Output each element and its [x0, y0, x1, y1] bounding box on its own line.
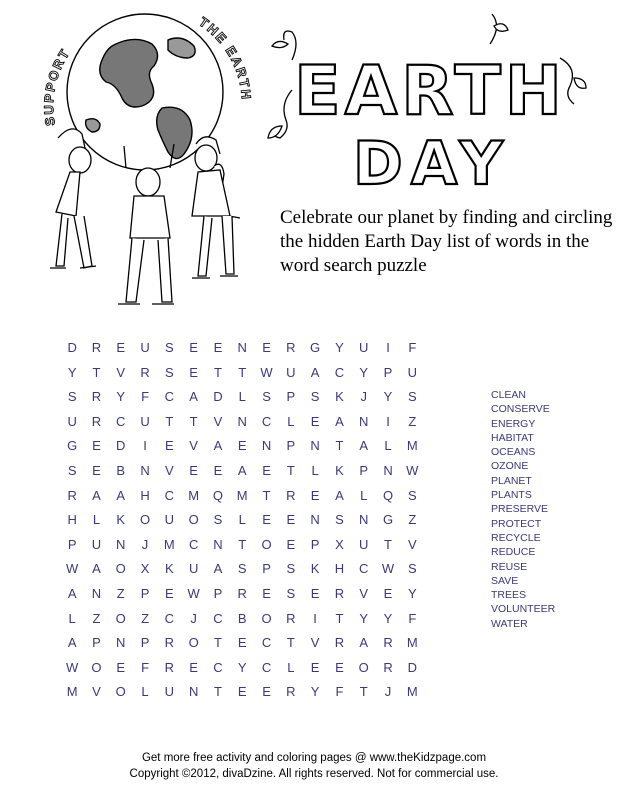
grid-row: [60, 508, 424, 533]
grid-letter[interactable]: W: [187, 585, 200, 601]
grid-letter[interactable]: C: [261, 635, 272, 651]
word-list-item: SAVE: [491, 574, 519, 587]
grid-letter[interactable]: A: [335, 487, 344, 503]
grid-letter[interactable]: O: [188, 512, 199, 528]
grid-letter[interactable]: O: [115, 684, 126, 700]
word-list-item: REDUCE: [491, 546, 536, 559]
grid-letter[interactable]: L: [68, 610, 76, 626]
grid-letter[interactable]: I: [386, 413, 390, 429]
grid-letter[interactable]: E: [262, 462, 271, 478]
grid-letter[interactable]: O: [115, 561, 126, 577]
grid-letter[interactable]: T: [213, 635, 222, 651]
grid-letter[interactable]: E: [189, 659, 198, 675]
grid-row: [60, 680, 424, 705]
grid-letter[interactable]: L: [238, 512, 246, 528]
grid-letter[interactable]: M: [66, 684, 78, 700]
intro-text: Celebrate our planet by finding and circling the hidden Earth Day list of words in the word search puzzle: [280, 207, 613, 276]
grid-letter[interactable]: E: [92, 438, 101, 454]
grid-letter[interactable]: S: [407, 389, 417, 405]
grid-letter[interactable]: R: [140, 364, 150, 380]
grid-letter[interactable]: O: [91, 659, 102, 675]
grid-letter[interactable]: N: [383, 462, 393, 478]
grid-letter[interactable]: E: [165, 585, 174, 601]
footer-line-1: Get more free activity and coloring pages @ www.theKidzpage.com: [141, 752, 487, 764]
grid-letter[interactable]: V: [92, 684, 101, 700]
grid-letter[interactable]: E: [262, 512, 271, 528]
grid-letter[interactable]: E: [262, 585, 271, 601]
grid-letter[interactable]: U: [359, 340, 369, 355]
grid-letter[interactable]: D: [213, 389, 223, 405]
grid-row: [60, 533, 424, 558]
grid-letter[interactable]: V: [359, 585, 369, 601]
grid-letter[interactable]: L: [360, 487, 368, 503]
grid-row: [60, 361, 424, 386]
grid-letter[interactable]: T: [384, 536, 392, 552]
grid-letter[interactable]: E: [165, 438, 174, 454]
grid-letter[interactable]: K: [165, 561, 174, 577]
grid-row: [60, 582, 424, 607]
the-earth-arc-text: THE EARTH: [196, 14, 255, 102]
footer-line-2: Copyright ©2012, divaDzine. All rights reserved. Not for commercial use.: [129, 768, 499, 780]
grid-letter[interactable]: V: [165, 462, 174, 478]
grid-letter[interactable]: U: [67, 413, 77, 429]
grid-letter[interactable]: E: [310, 487, 320, 503]
word-list-item: PLANET: [491, 474, 532, 487]
grid-letter[interactable]: E: [383, 585, 393, 601]
grid-letter[interactable]: K: [310, 561, 320, 577]
grid-letter[interactable]: M: [406, 438, 418, 454]
grid-letter[interactable]: P: [140, 635, 150, 651]
grid-letter[interactable]: E: [237, 684, 247, 700]
grid-letter[interactable]: P: [359, 462, 369, 478]
grid-letter[interactable]: O: [261, 536, 272, 552]
grid-letter[interactable]: G: [310, 340, 321, 355]
grid-letter[interactable]: V: [407, 536, 417, 552]
grid-letter[interactable]: S: [67, 462, 77, 478]
grid-letter[interactable]: C: [116, 413, 126, 429]
grid-letter[interactable]: E: [189, 364, 198, 380]
grid-letter[interactable]: C: [164, 389, 175, 405]
grid-letter[interactable]: U: [140, 340, 150, 355]
grid-letter[interactable]: M: [406, 635, 418, 651]
grid-letter[interactable]: R: [164, 635, 175, 651]
grid-letter[interactable]: U: [140, 413, 150, 429]
grid-letter[interactable]: J: [384, 684, 392, 700]
grid-letter[interactable]: C: [164, 610, 175, 626]
grid-letter[interactable]: R: [383, 635, 393, 651]
grid-letter[interactable]: E: [237, 635, 247, 651]
grid-letter[interactable]: E: [116, 659, 126, 675]
grid-letter[interactable]: A: [67, 585, 77, 601]
grid-letter[interactable]: N: [310, 438, 320, 454]
grid-letter[interactable]: Z: [141, 610, 150, 626]
grid-letter[interactable]: P: [262, 561, 271, 577]
grid-letter[interactable]: L: [311, 462, 319, 478]
grid-letter[interactable]: S: [67, 389, 77, 405]
grid-letter[interactable]: R: [91, 413, 102, 429]
word-list-item: PLANTS: [491, 489, 532, 502]
grid-letter[interactable]: P: [286, 389, 296, 405]
grid-letter[interactable]: R: [67, 487, 77, 503]
grid-letter[interactable]: B: [237, 610, 247, 626]
grid-letter[interactable]: M: [163, 536, 175, 552]
grid-letter[interactable]: P: [286, 438, 296, 454]
grid-letter[interactable]: N: [213, 536, 223, 552]
grid-letter[interactable]: C: [261, 413, 272, 429]
grid-letter[interactable]: P: [67, 536, 77, 552]
grid-letter[interactable]: E: [116, 340, 126, 355]
grid-letter[interactable]: S: [407, 487, 417, 503]
grid-letter[interactable]: F: [408, 610, 417, 626]
grid-letter[interactable]: X: [335, 536, 344, 552]
grid-letter[interactable]: E: [262, 684, 271, 700]
grid-letter[interactable]: R: [286, 610, 296, 626]
grid-letter[interactable]: N: [237, 413, 247, 429]
word-list-item: ENERGY: [491, 417, 536, 430]
grid-letter[interactable]: E: [189, 462, 198, 478]
grid-letter[interactable]: Y: [359, 364, 369, 380]
grid-letter[interactable]: T: [238, 364, 247, 380]
grid-letter[interactable]: A: [359, 438, 369, 454]
grid-letter[interactable]: X: [140, 561, 150, 577]
grid-letter[interactable]: T: [213, 364, 222, 380]
grid-letter[interactable]: V: [189, 438, 198, 454]
grid-letter[interactable]: E: [237, 438, 247, 454]
grid-letter[interactable]: Q: [382, 487, 394, 503]
grid-letter[interactable]: S: [237, 561, 247, 577]
grid-letter[interactable]: V: [116, 364, 126, 380]
grid-letter[interactable]: M: [406, 684, 418, 700]
word-list-item: RECYCLE: [491, 531, 541, 544]
grid-letter[interactable]: E: [310, 413, 320, 429]
grid-letter[interactable]: Z: [408, 413, 417, 429]
title-day: DAY: [353, 129, 511, 199]
grid-letter[interactable]: T: [359, 684, 368, 700]
grid-letter[interactable]: E: [213, 340, 223, 355]
grid-letter[interactable]: N: [310, 512, 320, 528]
grid-row: [60, 607, 424, 632]
grid-letter[interactable]: W: [260, 364, 273, 380]
grid-letter[interactable]: H: [334, 561, 345, 577]
grid-letter[interactable]: W: [381, 561, 395, 577]
grid-letter[interactable]: U: [188, 561, 199, 577]
grid-letter[interactable]: R: [286, 684, 296, 700]
word-list-item: VOLUNTEER: [491, 603, 556, 616]
grid-letter[interactable]: P: [140, 585, 150, 601]
grid-letter[interactable]: L: [287, 659, 295, 675]
grid-letter[interactable]: I: [386, 340, 390, 355]
grid-letter[interactable]: M: [188, 487, 200, 503]
word-list-item: WATER: [491, 617, 528, 630]
word-list-item: PROTECT: [491, 517, 542, 530]
grid-letter[interactable]: T: [335, 610, 344, 626]
grid-letter[interactable]: C: [213, 659, 223, 675]
grid-letter[interactable]: A: [189, 389, 198, 405]
grid-letter[interactable]: C: [261, 659, 272, 675]
grid-letter[interactable]: Y: [67, 364, 77, 380]
grid-letter[interactable]: J: [360, 389, 367, 405]
grid-letter[interactable]: W: [406, 462, 419, 478]
grid-letter[interactable]: N: [359, 512, 369, 528]
word-list-item: PRESERVE: [491, 503, 548, 516]
grid-letter[interactable]: R: [383, 659, 393, 675]
grid-letter[interactable]: Z: [116, 585, 125, 601]
grid-letter[interactable]: S: [165, 364, 174, 380]
grid-letter[interactable]: W: [66, 659, 79, 675]
grid-letter[interactable]: D: [67, 340, 77, 355]
grid-letter[interactable]: E: [310, 585, 320, 601]
grid-letter[interactable]: T: [165, 413, 174, 429]
grid-letter[interactable]: R: [91, 340, 102, 355]
grid-letter[interactable]: G: [382, 512, 394, 528]
grid-letter[interactable]: A: [237, 462, 247, 478]
grid-letter[interactable]: A: [213, 438, 223, 454]
grid-letter[interactable]: R: [334, 635, 345, 651]
grid-letter[interactable]: S: [335, 512, 344, 528]
word-list-item: REUSE: [491, 560, 528, 573]
grid-letter[interactable]: K: [335, 389, 344, 405]
word-list-item: OZONE: [491, 460, 529, 473]
grid-letter[interactable]: L: [92, 512, 101, 528]
grid-letter[interactable]: O: [188, 635, 199, 651]
grid-letter[interactable]: T: [189, 413, 198, 429]
grid-letter[interactable]: I: [143, 438, 147, 454]
grid-letter[interactable]: T: [335, 438, 344, 454]
grid-letter[interactable]: L: [238, 389, 246, 405]
grid-letter[interactable]: J: [190, 610, 197, 626]
grid-letter[interactable]: I: [313, 610, 317, 626]
grid-letter[interactable]: U: [407, 364, 417, 380]
grid-letter[interactable]: E: [286, 536, 296, 552]
grid-letter[interactable]: R: [237, 585, 247, 601]
grid-row: [60, 656, 424, 681]
grid-letter[interactable]: P: [92, 635, 101, 651]
grid-letter[interactable]: F: [141, 659, 150, 675]
grid-letter[interactable]: E: [189, 340, 198, 355]
grid-letter[interactable]: O: [115, 610, 126, 626]
grid-letter[interactable]: E: [286, 512, 296, 528]
grid-letter[interactable]: O: [139, 512, 151, 528]
grid-letter[interactable]: Y: [237, 659, 247, 675]
grid-letter[interactable]: V: [310, 635, 320, 651]
grid-letter[interactable]: N: [261, 438, 272, 454]
grid-letter[interactable]: C: [359, 561, 369, 577]
grid-letter[interactable]: A: [116, 487, 126, 503]
grid-letter[interactable]: V: [213, 413, 223, 429]
grid-letter[interactable]: U: [286, 364, 296, 380]
grid-letter[interactable]: H: [140, 487, 150, 503]
grid-letter[interactable]: A: [92, 487, 101, 503]
grid-letter[interactable]: O: [261, 610, 272, 626]
grid-letter[interactable]: N: [188, 684, 199, 700]
grid-letter[interactable]: Y: [383, 610, 393, 626]
grid-letter[interactable]: L: [287, 413, 295, 429]
grid-letter[interactable]: S: [286, 585, 296, 601]
grid-letter[interactable]: Z: [408, 512, 417, 528]
grid-letter[interactable]: W: [66, 561, 79, 577]
grid-letter[interactable]: A: [310, 364, 320, 380]
title-earth: EARTH: [294, 52, 566, 131]
grid-letter[interactable]: U: [359, 536, 369, 552]
grid-letter[interactable]: Q: [212, 487, 223, 503]
grid-letter[interactable]: Y: [310, 684, 320, 700]
word-list-item: CLEAN: [491, 389, 527, 401]
grid-letter[interactable]: E: [310, 659, 320, 675]
grid-letter[interactable]: S: [262, 389, 271, 405]
grid-row: [60, 410, 424, 435]
grid-letter[interactable]: K: [335, 462, 344, 478]
grid-letter[interactable]: K: [116, 512, 126, 528]
grid-letter[interactable]: C: [188, 536, 199, 552]
grid-letter[interactable]: U: [164, 684, 175, 700]
grid-letter[interactable]: Y: [359, 610, 369, 626]
grid-letter[interactable]: S: [286, 561, 296, 577]
word-list-item: HABITAT: [491, 431, 534, 444]
grid-letter[interactable]: E: [335, 659, 344, 675]
grid-letter[interactable]: J: [141, 536, 149, 552]
grid-letter[interactable]: P: [213, 585, 223, 601]
grid-letter[interactable]: F: [141, 389, 150, 405]
grid-letter[interactable]: T: [286, 462, 295, 478]
grid-letter[interactable]: N: [359, 413, 369, 429]
grid-letter[interactable]: U: [91, 536, 102, 552]
grid-letter[interactable]: D: [116, 438, 126, 454]
grid-letter[interactable]: C: [334, 364, 345, 380]
word-search-grid: [60, 336, 424, 705]
grid-letter[interactable]: N: [237, 340, 247, 355]
grid-letter[interactable]: U: [164, 512, 175, 528]
grid-letter[interactable]: A: [92, 561, 101, 577]
grid-letter[interactable]: Y: [116, 389, 126, 405]
grid-letter[interactable]: T: [262, 487, 271, 503]
grid-letter[interactable]: Y: [335, 340, 344, 355]
grid-letter[interactable]: Y: [407, 585, 417, 601]
grid-letter[interactable]: B: [116, 462, 126, 478]
grid-letter[interactable]: M: [236, 487, 248, 503]
support-arc-text: SUPPORT: [41, 45, 74, 127]
grid-letter[interactable]: F: [408, 340, 417, 355]
grid-letter[interactable]: R: [334, 585, 345, 601]
grid-letter[interactable]: T: [286, 635, 295, 651]
grid-letter[interactable]: R: [286, 487, 296, 503]
grid-row: [60, 385, 424, 410]
grid-row: [60, 484, 424, 509]
word-list-item: CONSERVE: [491, 403, 550, 416]
grid-letter[interactable]: E: [92, 462, 101, 478]
grid-letter[interactable]: N: [116, 635, 126, 651]
grid-letter[interactable]: E: [213, 462, 223, 478]
grid-letter[interactable]: N: [116, 536, 126, 552]
grid-letter[interactable]: T: [238, 536, 247, 552]
grid-letter[interactable]: H: [67, 512, 77, 528]
grid-letter[interactable]: S: [165, 340, 174, 355]
grid-letter[interactable]: A: [213, 561, 223, 577]
grid-row: [60, 631, 424, 656]
grid-row: [60, 459, 424, 484]
grid-letter[interactable]: L: [141, 684, 149, 700]
grid-letter[interactable]: A: [67, 635, 77, 651]
grid-letter[interactable]: A: [359, 635, 369, 651]
grid-letter[interactable]: L: [384, 438, 392, 454]
grid-letter[interactable]: P: [310, 536, 320, 552]
grid-row: [60, 336, 424, 361]
grid-letter[interactable]: T: [92, 364, 101, 380]
grid-row: [60, 557, 424, 582]
grid-letter[interactable]: P: [383, 364, 393, 380]
grid-letter[interactable]: G: [67, 438, 78, 454]
grid-letter[interactable]: D: [407, 659, 417, 675]
grid-letter[interactable]: S: [213, 512, 223, 528]
grid-letter[interactable]: C: [213, 610, 223, 626]
grid-letter[interactable]: N: [91, 585, 102, 601]
word-list: [491, 388, 555, 631]
grid-letter[interactable]: O: [358, 659, 369, 675]
grid-letter[interactable]: E: [262, 340, 271, 355]
grid-letter[interactable]: F: [335, 684, 344, 700]
word-list-item: TREES: [491, 589, 527, 602]
word-list-item: OCEANS: [491, 446, 536, 459]
grid-letter[interactable]: Y: [383, 389, 393, 405]
grid-letter[interactable]: N: [140, 462, 150, 478]
grid-letter[interactable]: T: [213, 684, 222, 700]
grid-letter[interactable]: A: [335, 413, 344, 429]
grid-letter[interactable]: S: [310, 389, 320, 405]
grid-letter[interactable]: R: [286, 340, 296, 355]
grid-letter[interactable]: C: [164, 487, 175, 503]
grid-letter[interactable]: Z: [92, 610, 101, 626]
grid-row: [60, 434, 424, 459]
grid-letter[interactable]: S: [407, 561, 417, 577]
grid-letter[interactable]: R: [164, 659, 175, 675]
grid-letter[interactable]: R: [91, 389, 102, 405]
